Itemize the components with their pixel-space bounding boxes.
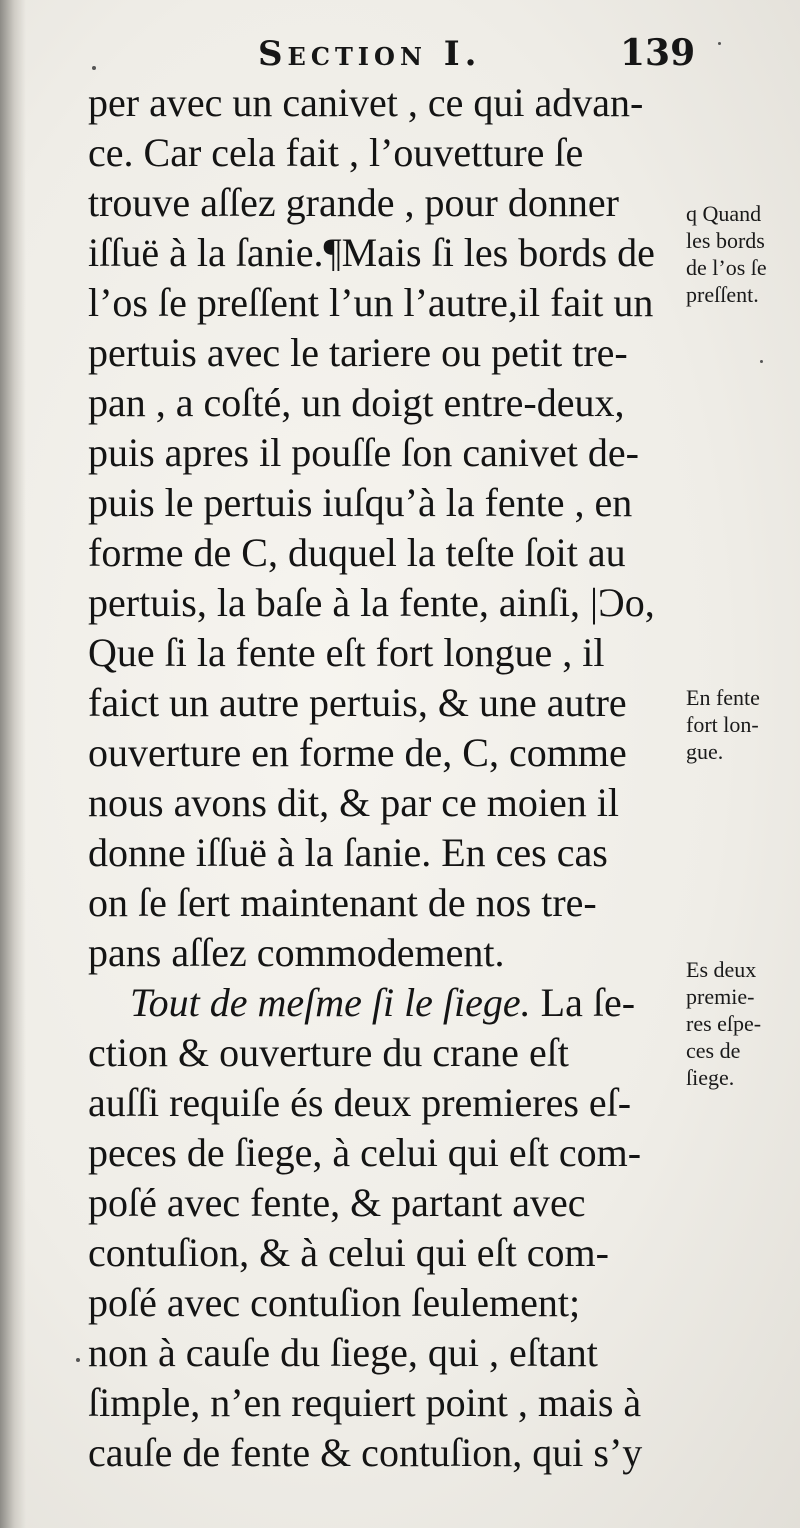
paper-speck (718, 42, 721, 45)
text-line: peces de ſiege, à celui qui eſt com- (88, 1130, 642, 1175)
text-line: pans aſſez commodement. (88, 930, 505, 975)
margin-note-line: de l’os ſe (686, 255, 767, 280)
margin-note-line: ces de (686, 1038, 741, 1063)
text-line: auſſi requiſe és deux premieres eſ- (88, 1080, 632, 1125)
margin-note-line: les bords (686, 228, 765, 253)
text-line: pan , a coſté, un doigt entre-deux, (88, 380, 625, 425)
text-line: ſimple, n’en requiert point , mais à (88, 1380, 642, 1425)
text-line: puis le pertuis iuſqu’à la fente , en (88, 480, 633, 525)
running-head: Section I. (258, 34, 482, 74)
margin-note-quand (686, 200, 800, 308)
text-line: ouverture en forme de, C, comme (88, 730, 627, 775)
text-line: non à cauſe du ſiege, qui , eſtant (88, 1330, 598, 1375)
text-line: l’os ſe preſſent l’un l’autre,il fait un (88, 280, 654, 325)
text-line: iſſuë à la ſanie.¶Mais ſi les bords de (88, 230, 655, 275)
binding-shadow (0, 0, 26, 1528)
paper-speck (92, 66, 96, 70)
margin-note-siege (686, 956, 800, 1091)
text-line: poſé avec fente, & partant avec (88, 1180, 586, 1225)
text-line: cauſe de fente & contuſion, qui s’y (88, 1430, 643, 1475)
italic-lead: Tout de meſme ſi le ſiege. (130, 980, 531, 1025)
text-line: trouve aſſez grande , pour donner (88, 180, 619, 225)
paper-speck (76, 1358, 80, 1362)
text-line: poſé avec contuſion ſeulement; (88, 1280, 581, 1325)
text-line: donne iſſuë à la ſanie. En ces cas (88, 830, 608, 875)
text-line: pertuis avec le tariere ou petit tre- (88, 330, 628, 375)
page-number: 139 (620, 32, 696, 74)
margin-note-line: premie- (686, 984, 755, 1009)
page-header (258, 28, 698, 84)
margin-note-line: gue. (686, 739, 724, 764)
margin-note-line: preſſent. (686, 282, 759, 307)
text-line: faict un autre pertuis, & une autre (88, 680, 627, 725)
text-line: forme de C, duquel la teſte ſoit au (88, 530, 626, 575)
text-line: per avec un canivet , ce qui advan- (88, 80, 644, 125)
margin-note-line: q Quand (686, 201, 762, 226)
text-line: nous avons dit, & par ce moien il (88, 780, 620, 825)
text-line: ce. Car cela fait , l’ouvetture ſe (88, 130, 584, 175)
margin-note-line: ſiege. (686, 1065, 735, 1090)
text-line: on ſe ſert maintenant de nos tre- (88, 880, 597, 925)
margin-note-line: En fente (686, 685, 760, 710)
text-line-rest: La ſe- (540, 980, 636, 1025)
margin-note-line: fort lon- (686, 712, 759, 737)
margin-notes (682, 0, 800, 1528)
text-line-with-italic-lead (130, 980, 635, 1026)
margin-note-line: res eſpe- (686, 1011, 762, 1036)
text-line: puis apres il pouſſe ſon canivet de- (88, 430, 639, 475)
paper-speck (760, 360, 763, 363)
text-line: Que ſi la fente eſt fort longue , il (88, 630, 605, 675)
margin-note-fente (686, 684, 800, 765)
text-line: contuſion, & à celui qui eſt com- (88, 1230, 609, 1275)
text-line: pertuis, la baſe à la fente, ainſi, |Ɔo, (88, 580, 655, 625)
text-line: ction & ouverture du crane eſt (88, 1030, 569, 1075)
margin-note-line: Es deux (686, 957, 757, 982)
